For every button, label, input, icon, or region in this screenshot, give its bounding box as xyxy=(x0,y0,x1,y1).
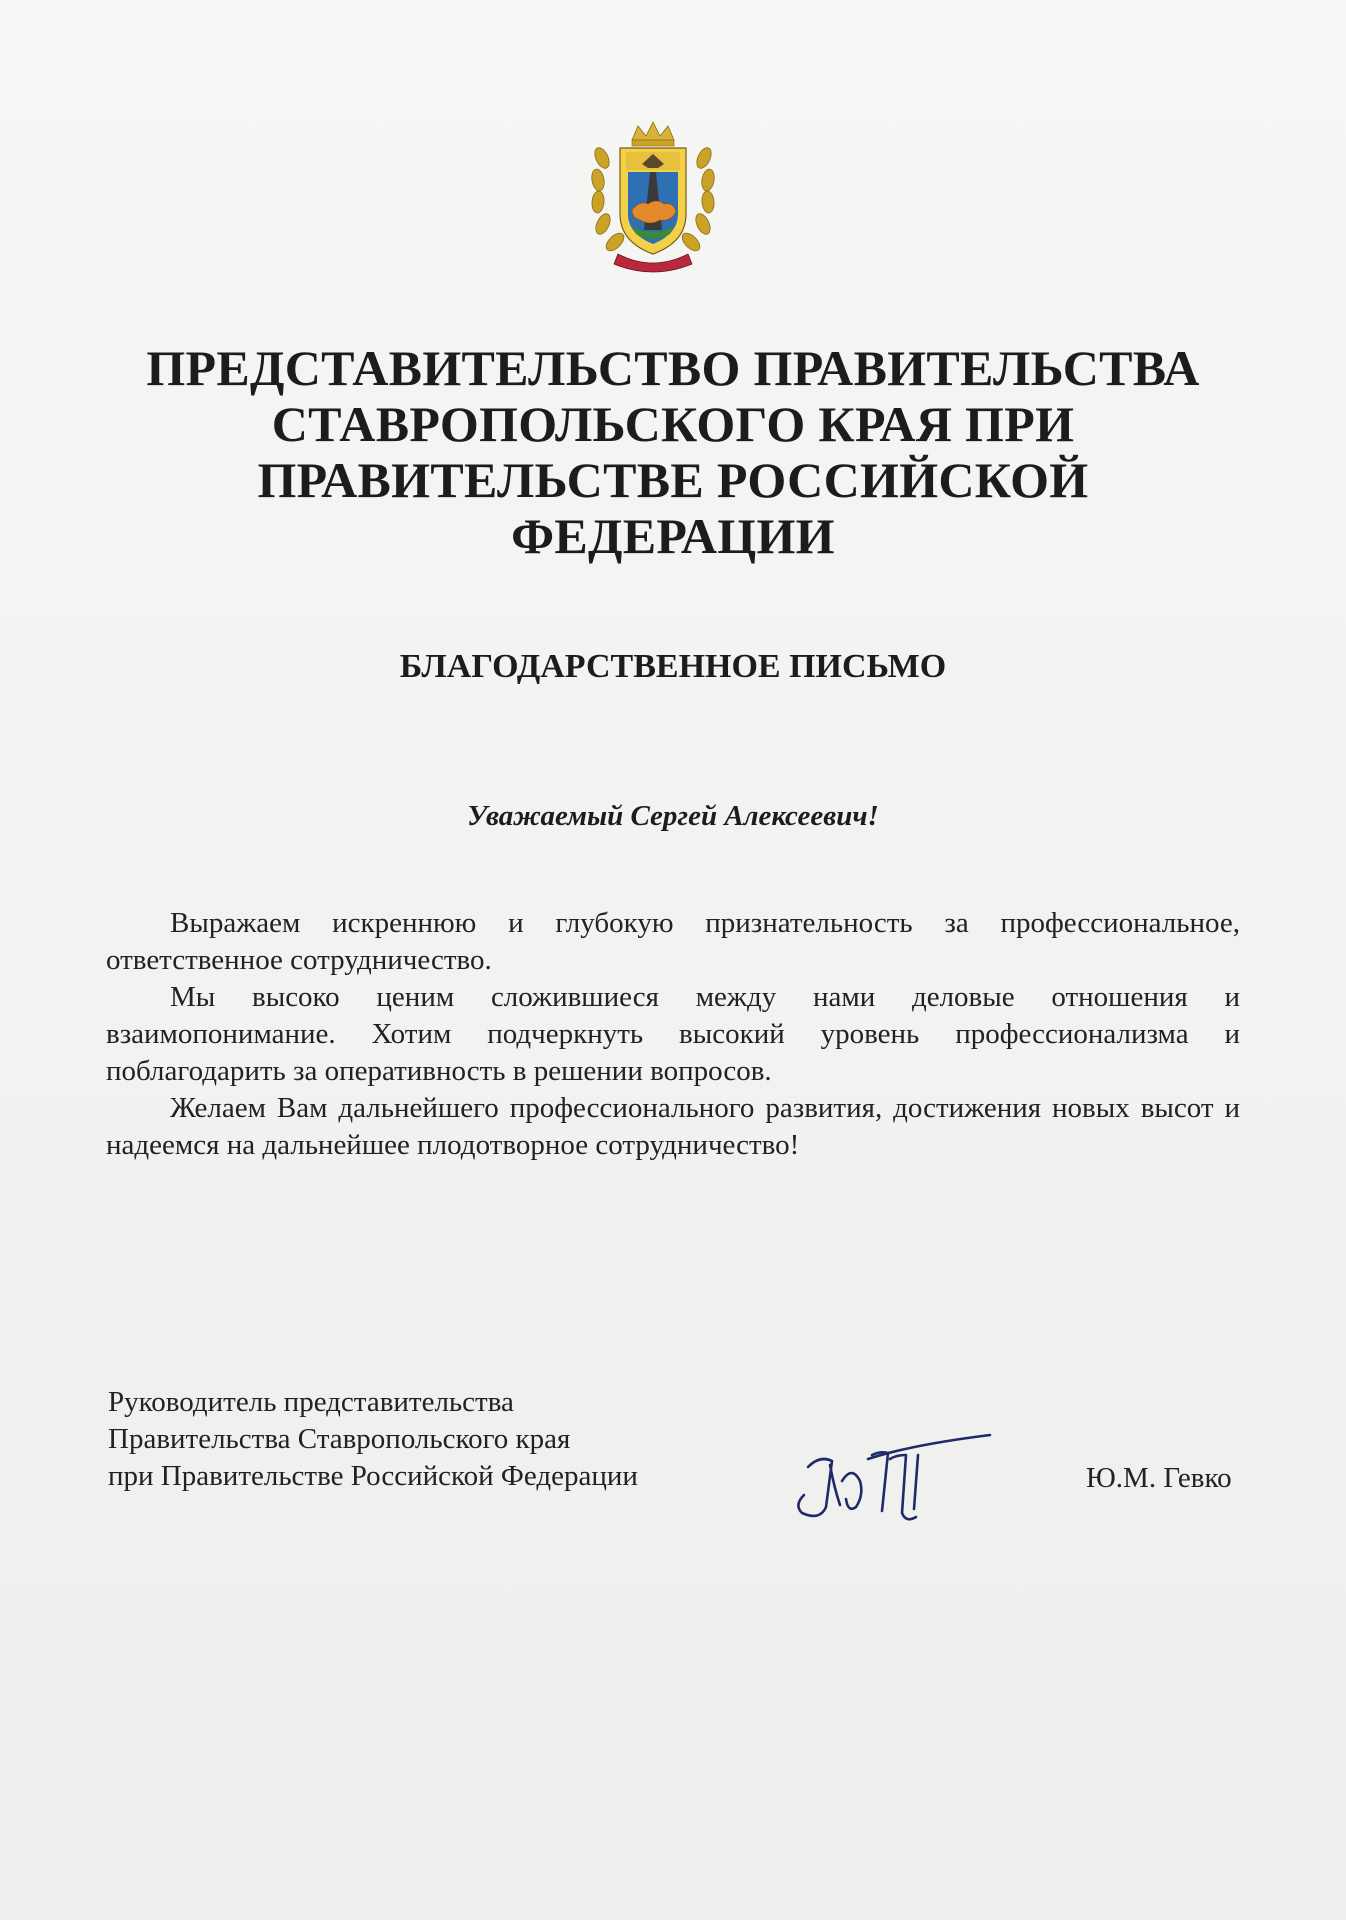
body-paragraph: Мы высоко ценим сложившиеся между нами деловые отношения и взаимопонимание. Хотим подчеркнуть высокий уровень профессионализма и поблагодарить за оперативность в решении вопросов. xyxy=(106,981,1240,1087)
letter-body xyxy=(106,905,1240,1164)
signer-name: Ю.М. Гевко xyxy=(1086,1462,1232,1494)
signer-position-line: при Правительстве Российской Федерации xyxy=(108,1460,638,1492)
org-title-line: ФЕДЕРАЦИИ xyxy=(511,508,835,564)
organization-title xyxy=(60,340,1286,564)
org-title-line: ПРЕДСТАВИТЕЛЬСТВО ПРАВИТЕЛЬСТВА xyxy=(146,340,1200,396)
coat-of-arms-icon xyxy=(588,118,718,274)
signer-position xyxy=(108,1384,638,1495)
signer-position-line: Правительства Ставропольского края xyxy=(108,1423,571,1455)
body-paragraph: Выражаем искреннюю и глубокую признательность за профессиональное, ответственное сотрудничество. xyxy=(106,907,1240,976)
greeting: Уважаемый Сергей Алексеевич! xyxy=(467,800,879,832)
org-title-line: ПРАВИТЕЛЬСТВЕ РОССИЙСКОЙ xyxy=(257,452,1089,508)
org-title-line: СТАВРОПОЛЬСКОГО КРАЯ ПРИ xyxy=(271,396,1075,452)
document-type: БЛАГОДАРСТВЕННОЕ ПИСЬМО xyxy=(399,648,947,685)
body-paragraph: Желаем Вам дальнейшего профессионального развития, достижения новых высот и надеемся на дальнейшее плодотворное сотрудничество! xyxy=(106,1092,1240,1161)
signature-icon xyxy=(790,1425,1000,1535)
signer-position-line: Руководитель представительства xyxy=(108,1386,514,1418)
